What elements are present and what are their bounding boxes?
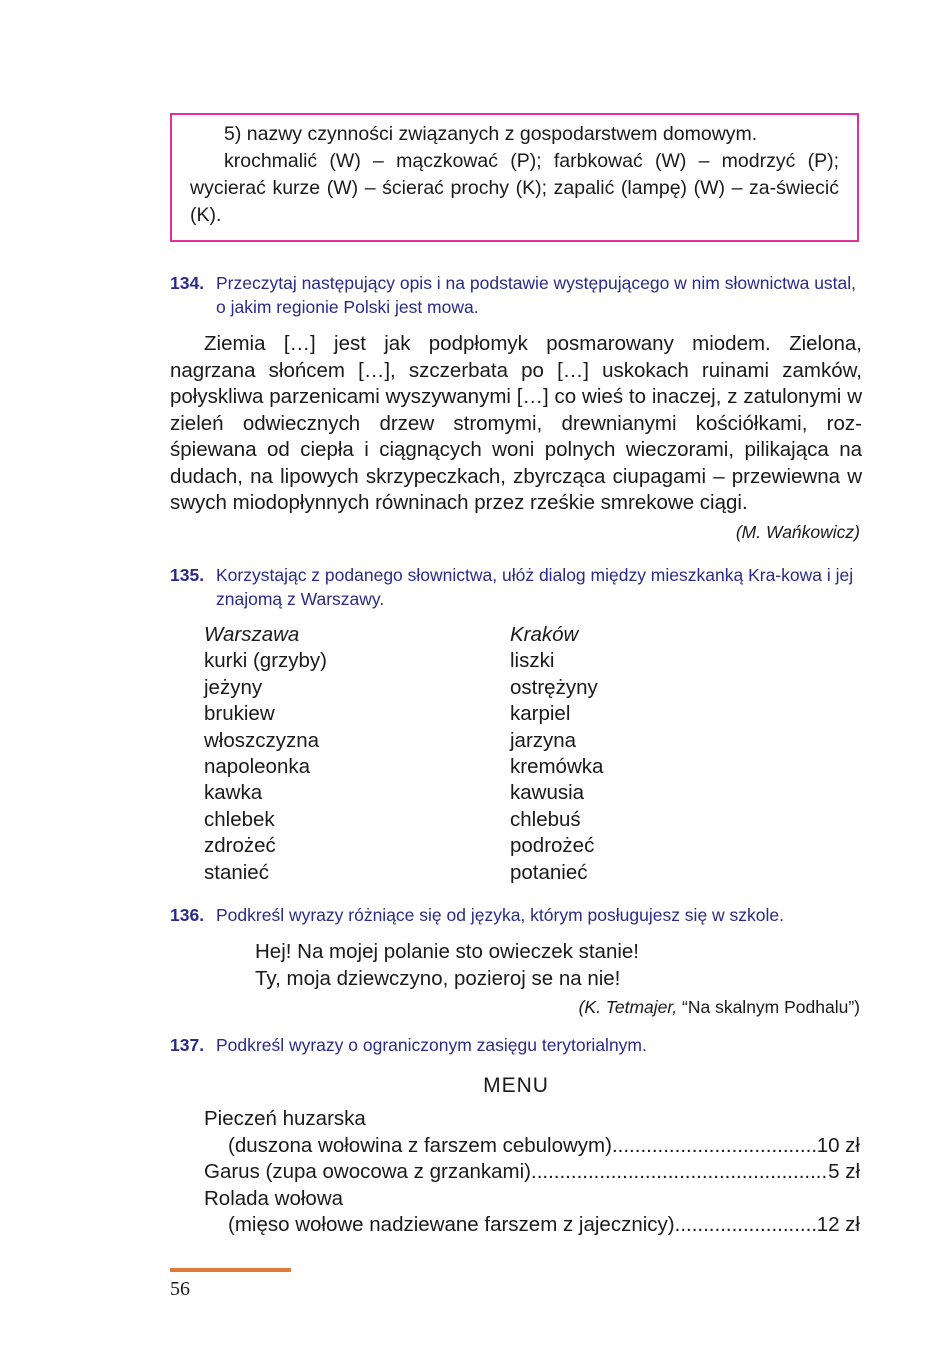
poem-tetmajer [255,938,639,992]
vocabulary-row [204,728,603,754]
word-krakow: kawusia [510,781,585,805]
poem-source-title: “Na skalnym Podhalu”) [682,997,860,1017]
vocabulary-row [204,833,603,859]
menu-item-name: Pieczeń huzarska [204,1107,366,1130]
word-warszawa: zdrożeć [204,834,276,858]
dot-leader [675,1212,817,1239]
menu-item-line [204,1212,860,1239]
exercise-number: 135. [170,565,205,585]
page-number: 56 [170,1278,190,1300]
menu-item-price: 10 zł [816,1133,860,1157]
exercise-135 [170,563,862,611]
word-warszawa: brukiew [204,702,275,726]
word-krakow: jarzyna [510,728,577,752]
word-warszawa: jeżyny [204,675,263,699]
poem-line: Ty, moja dziewczyno, pozieroj se na nie! [255,967,621,990]
exercise-instruction: Podkreśl wyrazy różniące się od języka, którym posługujesz się w szkole. [216,905,784,925]
dot-leader [612,1133,817,1160]
vocabulary-row [204,860,603,886]
column-krakow: Kraków [510,623,579,646]
menu-item-price: 12 zł [816,1213,860,1237]
menu-list [204,1106,860,1239]
word-warszawa: stanieć [204,860,269,884]
exercise-136 [170,903,862,927]
exercise-instruction: Korzystając z podanego słownictwa, ułóż dialog między mieszkanką Kra-kowa i jej znajomą z Warszawy. [216,565,854,609]
word-warszawa: chlebek [204,807,275,831]
vocabulary-header [204,622,603,648]
exercise-number: 134. [170,273,205,293]
dot-leader [531,1159,828,1186]
word-krakow: karpiel [510,702,571,726]
info-box [170,113,859,242]
exercise-number: 136. [170,905,205,925]
menu-item-price: 5 zł [828,1160,860,1184]
exercise-number: 137. [170,1035,205,1055]
word-warszawa: kawka [204,781,263,805]
word-krakow: chlebuś [510,807,581,831]
box-line: 5) nazwy czynności związanych z gospodarstwem domowym. [224,123,758,145]
menu-item-description: (duszona wołowina z farszem cebulowym) [228,1133,612,1157]
word-warszawa: włoszczyzna [204,728,320,752]
word-krakow: kremówka [510,754,604,778]
exercise-137 [170,1033,862,1057]
box-paragraph: krochmalić (W) – mączkować (P); farbkować (W) – modrzyć (P); wycierać kurze (W) – ścierać prochy (K); zapalić (lampę) (W) – za-świecić (K). [190,150,839,226]
vocabulary-row [204,780,603,806]
exercise-instruction: Przeczytaj następujący opis i na podstawie występującego w nim słownictwa ustal, o jakim regionie Polski jest mowa. [216,273,857,317]
word-krakow: liszki [510,649,555,673]
exercise-instruction: Podkreśl wyrazy o ograniczonym zasięgu terytorialnym. [216,1035,647,1055]
vocabulary-row [204,807,603,833]
exercise-134 [170,271,862,319]
quote-wankowicz [170,331,862,517]
quote-source: (M. Wańkowicz) [735,522,860,542]
word-krakow: podrożeć [510,834,595,858]
word-warszawa: kurki (grzyby) [204,649,328,673]
menu-item-description: (mięso wołowe nadziewane farszem z jajecznicy) [228,1213,675,1237]
menu-item-name: Rolada wołowa [204,1186,344,1210]
vocabulary-row [204,648,603,674]
poem-line: Hej! Na mojej polanie sto owieczek stanie! [255,940,639,963]
menu-title: MENU [483,1074,549,1097]
column-warszawa: Warszawa [204,623,300,646]
vocabulary-table [204,622,603,886]
vocabulary-row [204,701,603,727]
word-warszawa: napoleonka [204,754,311,778]
footer-rule [170,1268,291,1272]
menu-item-line [204,1133,860,1160]
word-krakow: potanieć [510,860,588,884]
word-krakow: ostrężyny [510,675,598,699]
menu-item-line [204,1159,860,1186]
vocabulary-row [204,754,603,780]
quote-text: Ziemia […] jest jak podpłomyk posmarowany miodem. Zielona, nagrzana słońcem […], szczerbata po […] uskokach ruinami zamków, połyskliwa parzenicami wyszywanymi […] co wieś to inaczej, z zatulonymi w zieleń odwiecznych drzew stromymi, drewnianymi kościółkami, roz-śpiewana od ciepła i ciągnących woni polnych wieczorami, pilikająca na dudach, na lipowych skrzypeczkach, zbyrcząca ciupagami – przewiewna w swych miodopłynnych równinach przez rześkie smrekowe ciągi. [170,332,862,514]
poem-source-author: (K. Tetmajer, [578,997,678,1017]
poem-source [579,997,860,1018]
vocabulary-row [204,675,603,701]
menu-item-name: Garus (zupa owocowa z grzankami) [204,1160,531,1184]
